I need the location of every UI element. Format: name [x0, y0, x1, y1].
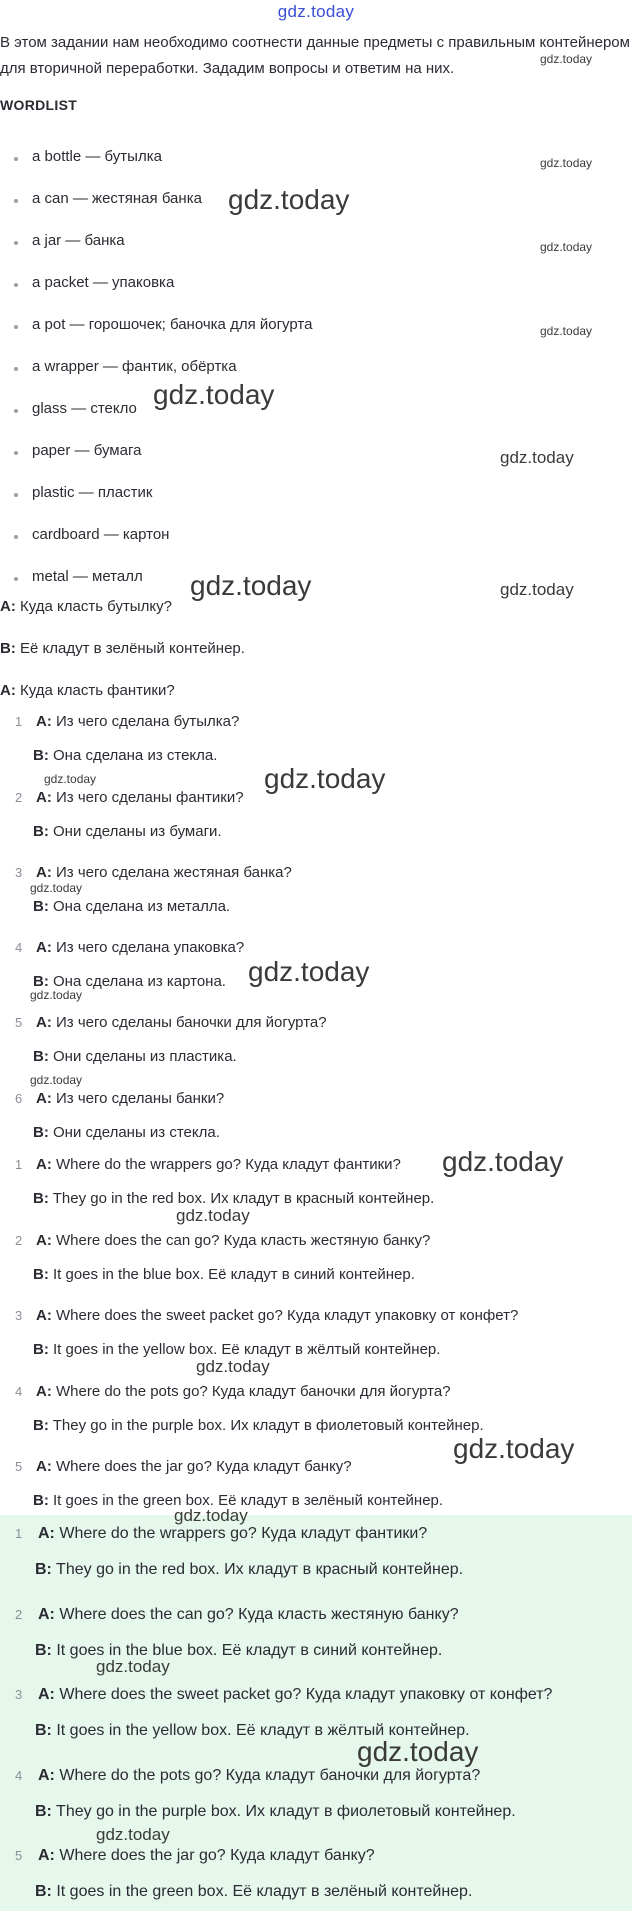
question: A: Where do the pots go? Куда кладут баночки для йогурта?	[36, 1383, 451, 1400]
watermark: gdz.today	[540, 324, 593, 338]
item-number: 6	[15, 1091, 23, 1106]
watermark: gdz.today	[500, 580, 574, 599]
item-number: 2	[15, 790, 23, 805]
answer: B: They go in the red box. Их кладут в красный контейнер.	[33, 1190, 435, 1207]
watermark: gdz.today	[190, 570, 312, 601]
bullet-icon	[14, 409, 18, 413]
watermark: gdz.today	[153, 379, 275, 410]
answer: B: It goes in the blue box. Её кладут в синий контейнер.	[35, 1642, 443, 1659]
watermark: gdz.today	[30, 1073, 83, 1087]
item-number: 2	[15, 1607, 23, 1622]
bullet-icon	[14, 577, 18, 581]
dialog-line: A: Куда класть бутылку?	[0, 598, 172, 615]
item-number: 3	[15, 1308, 23, 1323]
intro-paragraph: В этом задании нам необходимо соотнести данные предметы с правильным контейнером для вторичной переработки. Зададим вопросы и ответим на них.	[0, 34, 630, 77]
question: A: Where does the sweet packet go? Куда кладут упаковку от конфет?	[36, 1307, 519, 1324]
watermark: gdz.today	[248, 956, 370, 987]
bullet-icon	[14, 283, 18, 287]
watermark: gdz.today	[540, 240, 593, 254]
page: gdz.today В этом задании нам необходимо соотнести данные предметы с правильным контейнером для вторичной переработки. Зададим вопросы и ответим на них. WORDLIST a bottle — бутылка a can — жестяная банка a jar — банка a packet — упаковка a pot — горошочек; баночка для йогурта a wrapper — фантик, обёртка glass — стекло paper — бумага plastic — пластик cardboard — картон metal — металл A: Куда класть бутылку? B: Её кладут в зелёный контейнер. A: Куда класть фантики? 1 A: Из чего сделана бутылка? B: Она сделана из стекла. 2 A: Из чего сделаны фантики? B: Они сделаны из бумаги. 3 A: Из чего сделана жестяная банка? B: Она сделана из металла. 4 A: Из чего сделана упаковка? B: Она сделана из картона. 5 A: Из чего сделаны баночки для йогурта? B: Они сделаны из пластика. 6 A: Из чего сделаны банки? B: Они сделаны из стекла. 1 A: Where do the wrappers go? Куда кладут фантики? B: They go in the red box. Их кладут в красный контейнер. 2 A: Where does the can go? Куда класть жестяную банку? B: It goes in the blue box. Её кладут в синий контейнер. 3 A: Where does the sweet packet go? Куда кладут упаковку от конфет? B: It goes in the yellow box. Её кладут в жёлтый контейнер. 4 A: Where do the pots go? Куда кладут баночки для йогурта? B: They go in the purple box. Их кладут в фиолетовый контейнер. 5 A: Where does the jar go? Куда кладут банку? B: It goes in the green box. Её кладут в зелёный контейнер. 1 A: Where do the wrappers go? Куда кладут фантики? B: They go in the red box. Их кладут в красный контейнер. 2 A: Where does the can go? Куда класть жестяную банку? B: It goes in the blue box. Её кладут в синий контейнер. 3 A: Where does the sweet packet go? Куда кладут упаковку от конфет? B: It goes in the yellow box. Её кладут в жёлтый контейнер. 4 A: Where do the pots go? Куда кладут баночки для йогурта? B: They go in the purple box. Их кладут в фиолетовый контейнер. 5 A: Where does the jar go? Куда кладут банку? B: It goes in the green box. Её кладут в зелёный контейнер. gdz.today gdz.today gdz.today gdz.today gdz.today gdz.today gdz.today gdz.today gdz.today gdz.today gdz.today gdz.today gdz.today gdz.today gdz.today gdz.today gdz.today gdz.today gdz.today gdz.today gdz.today gdz.today gdz.today	[0, 0, 632, 1911]
watermark: gdz.today	[44, 772, 97, 786]
watermark: gdz.today	[96, 1657, 170, 1676]
question: A: Из чего сделаны баночки для йогурта?	[36, 1014, 327, 1031]
bullet-icon	[14, 451, 18, 455]
wordlist-heading: WORDLIST	[0, 97, 78, 113]
site-logo[interactable]: gdz.today	[277, 2, 355, 21]
answer: B: Они сделаны из пластика.	[33, 1048, 237, 1065]
answer: B: They go in the purple box. Их кладут в фиолетовый контейнер.	[33, 1417, 484, 1434]
watermark: gdz.today	[174, 1506, 248, 1525]
item-number: 5	[15, 1848, 23, 1863]
question: A: Where do the pots go? Куда кладут баночки для йогурта?	[38, 1767, 481, 1784]
watermark: gdz.today	[540, 52, 593, 66]
bullet-icon	[14, 535, 18, 539]
dialog-line: B: Её кладут в зелёный контейнер.	[0, 640, 245, 657]
item-number: 5	[15, 1459, 23, 1474]
watermark: gdz.today	[500, 448, 574, 467]
question: A: Where does the can go? Куда класть жестяную банку?	[36, 1232, 431, 1249]
item-number: 4	[15, 940, 23, 955]
watermark: gdz.today	[30, 988, 83, 1002]
answer: B: They go in the purple box. Их кладут в фиолетовый контейнер.	[35, 1803, 516, 1820]
answer: B: It goes in the blue box. Её кладут в синий контейнер.	[33, 1266, 415, 1283]
answer: B: Они сделаны из стекла.	[33, 1124, 220, 1141]
watermark: gdz.today	[176, 1206, 250, 1225]
watermark: gdz.today	[96, 1825, 170, 1844]
answer: B: They go in the red box. Их кладут в красный контейнер.	[35, 1561, 464, 1578]
item-number: 4	[15, 1768, 23, 1783]
bullet-icon	[14, 367, 18, 371]
item-number: 2	[15, 1233, 23, 1248]
answer: B: It goes in the green box. Её кладут в зелёный контейнер.	[33, 1492, 444, 1509]
bullet-icon	[14, 493, 18, 497]
item-number: 1	[15, 1526, 23, 1541]
question: A: Из чего сделана бутылка?	[36, 713, 240, 730]
question: A: Из чего сделана жестяная банка?	[36, 864, 292, 881]
answer: B: It goes in the yellow box. Её кладут в жёлтый контейнер.	[33, 1341, 441, 1358]
question: A: Where does the jar go? Куда кладут банку?	[36, 1458, 352, 1475]
question: A: Из чего сделана упаковка?	[36, 939, 245, 956]
item-number: 1	[15, 714, 23, 729]
item-number: 3	[15, 865, 23, 880]
item-number: 3	[15, 1687, 23, 1702]
question: A: Where do the wrappers go? Куда кладут фантики?	[38, 1525, 428, 1542]
watermark: gdz.today	[196, 1357, 270, 1376]
dialog-line: A: Куда класть фантики?	[0, 682, 175, 699]
question: A: Where does the can go? Куда класть жестяную банку?	[38, 1606, 459, 1623]
item-number: 5	[15, 1015, 23, 1030]
answer: B: Они сделаны из бумаги.	[33, 823, 222, 840]
bullet-icon	[14, 325, 18, 329]
answer: B: It goes in the green box. Её кладут в зелёный контейнер.	[35, 1883, 473, 1900]
item-number: 1	[15, 1157, 23, 1172]
watermark: gdz.today	[540, 156, 593, 170]
question: A: Where does the jar go? Куда кладут банку?	[38, 1847, 375, 1864]
question: A: Where do the wrappers go? Куда кладут фантики?	[36, 1156, 401, 1173]
answer-highlight-box	[0, 1515, 632, 1911]
watermark: gdz.today	[30, 881, 83, 895]
watermark: gdz.today	[442, 1146, 564, 1177]
bullet-icon	[14, 241, 18, 245]
item-number: 4	[15, 1384, 23, 1399]
question: A: Из чего сделаны фантики?	[36, 789, 244, 806]
watermark: gdz.today	[357, 1736, 479, 1767]
bullet-icon	[14, 157, 18, 161]
question: A: Из чего сделаны банки?	[36, 1090, 225, 1107]
watermark: gdz.today	[228, 184, 350, 215]
question: A: Where does the sweet packet go? Куда кладут упаковку от конфет?	[38, 1686, 553, 1703]
answer: B: Она сделана из стекла.	[33, 747, 218, 764]
answer: B: Она сделана из картона.	[33, 973, 226, 990]
answer: B: Она сделана из металла.	[33, 898, 231, 915]
bullet-icon	[14, 199, 18, 203]
watermark: gdz.today	[453, 1433, 575, 1464]
watermark: gdz.today	[264, 763, 386, 794]
answer: B: It goes in the yellow box. Её кладут в жёлтый контейнер.	[35, 1722, 470, 1739]
